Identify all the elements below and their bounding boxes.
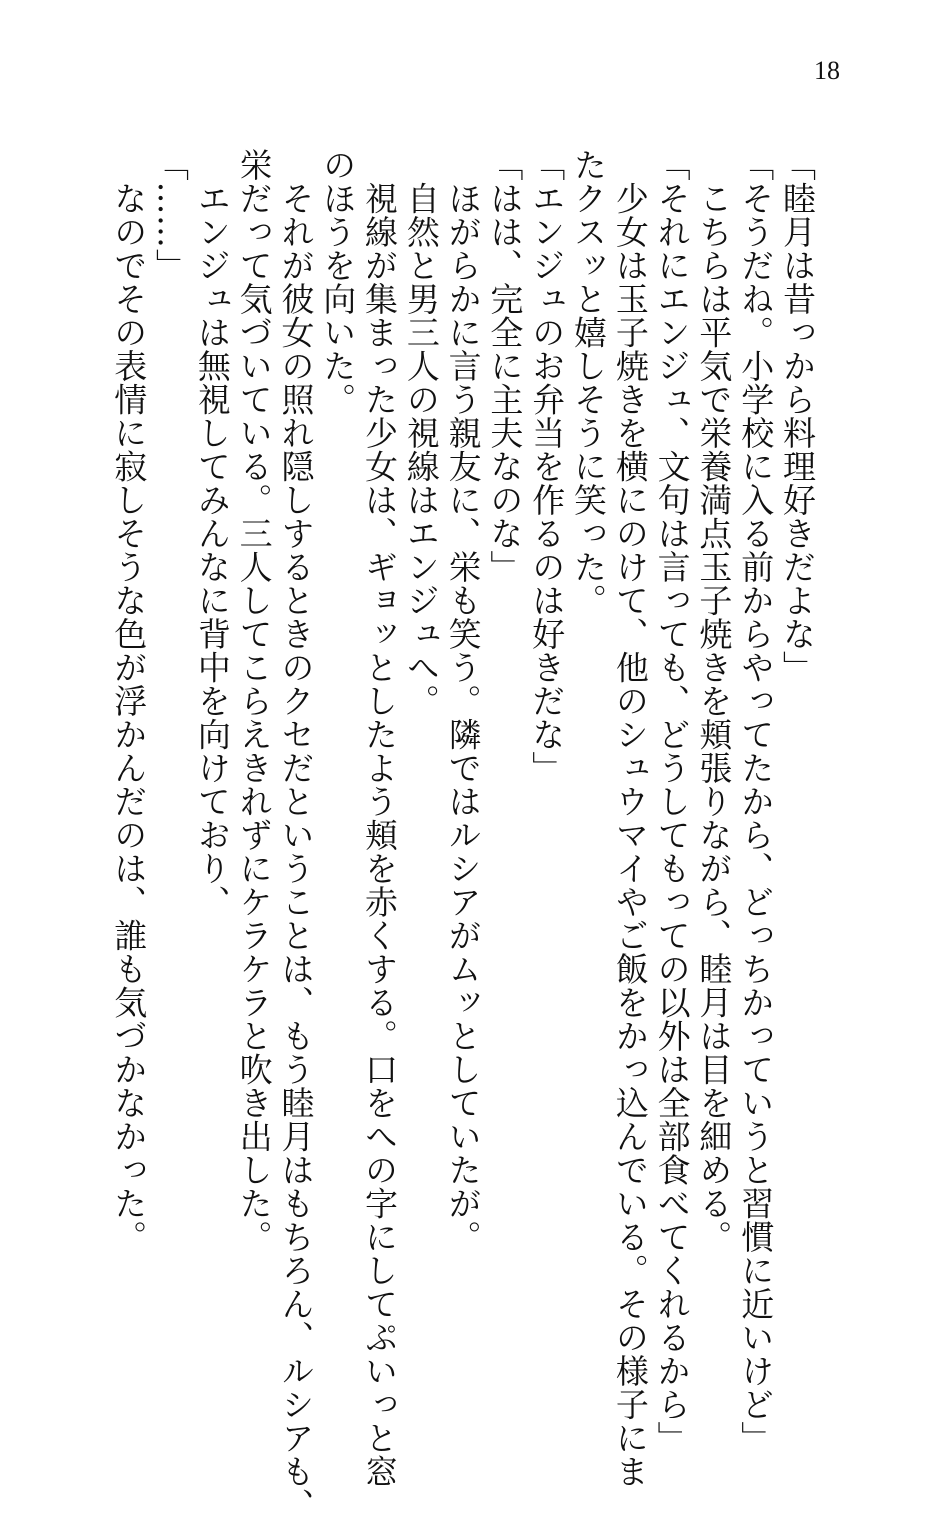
text-line: 視線が集まった少女は、ギョッとしたよう頬を赤くする。口をへの字にしてぷいっと窓: [360, 148, 400, 1488]
text-line: 「そうだね。小学校に入る前からやってたから、どっちかっていうと習慣に近いけど」: [736, 148, 776, 1455]
text-line: 自然と男三人の視線はエンジュへ。: [401, 148, 441, 718]
page-number: 18: [814, 56, 840, 85]
text-line: 「睦月は昔っから料理好きだよな」: [778, 148, 817, 684]
text-line: 「……」: [151, 148, 191, 282]
text-line: なのでその表情に寂しそうな色が浮かんだのは、誰も気づかなかった。: [109, 148, 149, 1254]
text-line: ほがらかに言う親友に、栄も笑う。隣ではルシアがムッとしていたが。: [443, 148, 483, 1254]
text-line: 「エンジュのお弁当を作るのは好きだな」: [527, 148, 567, 785]
text-line: 「はは、完全に主夫なのな」: [485, 148, 525, 584]
text-line: 栄だって気づいている。三人してこらえきれずにケラケラと吹き出した。: [234, 148, 274, 1254]
text-line: たクスッと嬉しそうに笑った。: [569, 148, 609, 617]
vertical-text-body: [109, 148, 818, 1522]
text-line: 「それにエンジュ、文句は言っても、どうしてもっての以外は全部食べてくれるから」: [652, 148, 692, 1455]
text-line: こちらは平気で栄養満点玉子焼きを頬張りながら、睦月は目を細める。: [694, 148, 734, 1254]
text-line: 少女は玉子焼きを横にのけて、他のシュウマイやご飯をかっ込んでいる。その様子にま: [610, 148, 650, 1488]
text-line: それが彼女の照れ隠しするときのクセだということは、もう睦月はもちろん、ルシアも、: [276, 148, 316, 1522]
text-line: のほうを向いた。: [318, 148, 358, 416]
text-line: エンジュは無視してみんなに背中を向けており、: [192, 148, 232, 919]
